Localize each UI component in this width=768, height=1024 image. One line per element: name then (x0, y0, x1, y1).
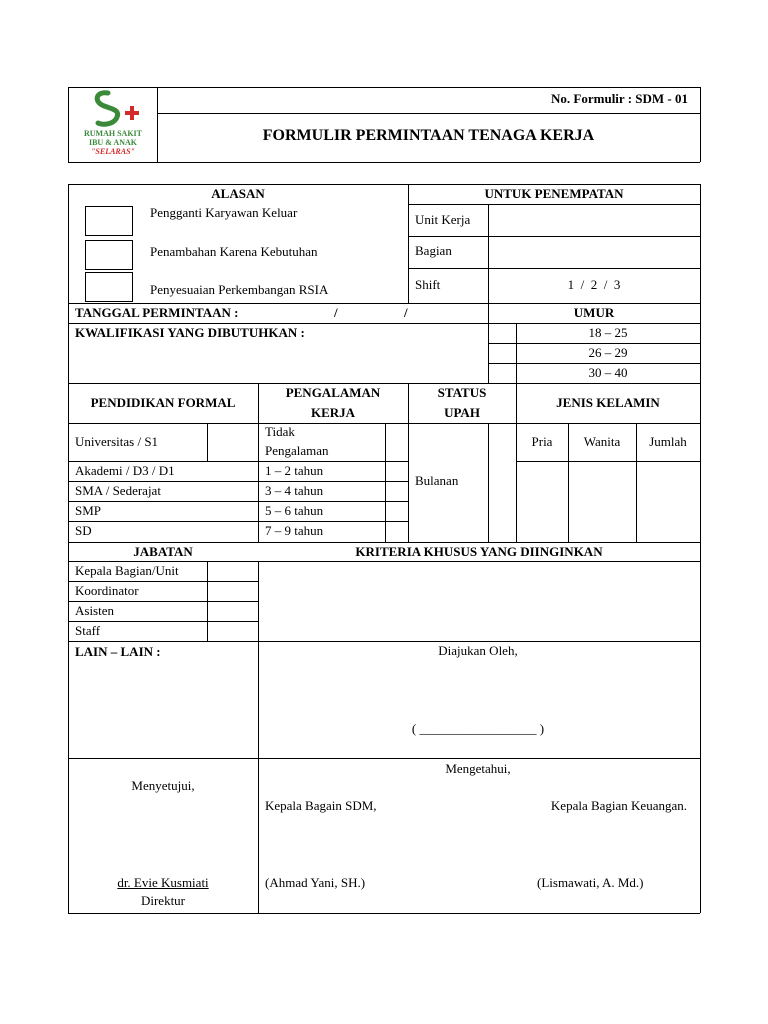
kriteria-header: KRITERIA KHUSUS YANG DIINGINKAN (355, 544, 603, 559)
alasan-checkbox-3[interactable] (85, 272, 133, 302)
umur-header: UMUR (573, 305, 615, 320)
umur-range-2: 26 – 29 (588, 345, 628, 360)
pendidikan-item-1: Universitas / S1 (75, 434, 159, 449)
alasan-header: ALASAN (211, 186, 265, 201)
direktur-title: Direktur (140, 893, 186, 908)
status-upah-header-2: UPAH (444, 405, 480, 420)
unit-kerja-label: Unit Kerja (415, 212, 471, 227)
jabatan-item-1: Kepala Bagian/Unit (75, 563, 179, 578)
pengalaman-item-1-2: 1 – 2 tahun (265, 463, 324, 478)
pengalaman-item-3-4: 3 – 4 tahun (265, 483, 324, 498)
alasan-checkbox-1[interactable] (85, 206, 133, 236)
kepala-keuangan-name: (Lismawati, A. Md.) (537, 875, 644, 890)
umur-range-1: 18 – 25 (588, 325, 628, 340)
logo-emblem-icon (72, 89, 154, 133)
jabatan-item-3: Asisten (75, 603, 114, 618)
menyetujui-label: Menyetujui, (131, 778, 195, 793)
alasan-option-2: Penambahan Karena Kebutuhan (150, 244, 318, 259)
logo-line-3: "SELARAS" (90, 147, 135, 156)
kriteria-field[interactable] (260, 563, 698, 639)
bagian-label: Bagian (415, 243, 452, 258)
shift-options[interactable]: 1 / 2 / 3 (567, 277, 621, 292)
pengalaman-item-tidak: Tidak (265, 424, 295, 439)
unit-kerja-field[interactable] (490, 206, 698, 234)
pengalaman-item-pengalaman: Pengalaman (265, 443, 329, 458)
logo-line-1: RUMAH SAKIT (83, 129, 142, 138)
jk-wanita: Wanita (583, 434, 621, 449)
penempatan-header: UNTUK PENEMPATAN (484, 186, 624, 201)
hospital-logo (72, 89, 154, 159)
status-upah-header-1: STATUS (437, 385, 487, 400)
jabatan-header: JABATAN (133, 544, 193, 559)
tanggal-label: TANGGAL PERMINTAAN : (75, 305, 239, 320)
jk-jumlah: Jumlah (649, 434, 687, 449)
diajukan-label: Diajukan Oleh, (438, 643, 518, 658)
kepala-sdm-title: Kepala Bagain SDM, (265, 798, 377, 813)
pendidikan-item-4: SMP (75, 503, 102, 518)
mengetahui-label: Mengetahui, (445, 761, 511, 776)
direktur-name: dr. Evie Kusmiati (117, 875, 209, 890)
pendidikan-item-3: SMA / Sederajat (75, 483, 161, 498)
jk-pria: Pria (531, 434, 553, 449)
lain-lain-label: LAIN – LAIN : (75, 644, 161, 659)
jabatan-item-2: Koordinator (75, 583, 139, 598)
alasan-option-1: Pengganti Karyawan Keluar (150, 205, 298, 220)
diajukan-signature[interactable]: ( __________________ ) (411, 721, 545, 736)
pengalaman-item-7-9: 7 – 9 tahun (265, 523, 324, 538)
bagian-field[interactable] (490, 238, 698, 266)
kepala-keuangan-title: Kepala Bagian Keuangan. (550, 798, 687, 813)
pengalaman-item-5-6: 5 – 6 tahun (265, 503, 324, 518)
form-number: No. Formulir : SDM - 01 (551, 91, 688, 106)
status-upah-value: Bulanan (415, 473, 459, 488)
alasan-checkbox-2[interactable] (85, 240, 133, 270)
shift-label: Shift (415, 277, 441, 292)
logo-line-2: IBU & ANAK (88, 138, 137, 147)
pendidikan-header: PENDIDIKAN FORMAL (90, 395, 236, 410)
pendidikan-item-2: Akademi / D3 / D1 (75, 463, 175, 478)
umur-range-3: 30 – 40 (588, 365, 628, 380)
pengalaman-header-2: KERJA (310, 405, 356, 420)
lain-lain-field[interactable] (70, 662, 256, 756)
kualifikasi-label: KWALIFIKASI YANG DIBUTUHKAN : (75, 325, 305, 340)
pengalaman-header-1: PENGALAMAN (285, 385, 381, 400)
pendidikan-item-5: SD (75, 523, 92, 538)
tanggal-sep-1: / (334, 305, 338, 320)
form-title: FORMULIR PERMINTAAN TENAGA KERJA (262, 127, 595, 144)
jabatan-item-4: Staff (75, 623, 101, 638)
kepala-sdm-name: (Ahmad Yani, SH.) (265, 875, 366, 890)
alasan-option-3: Penyesuaian Perkembangan RSIA (150, 282, 329, 297)
jenis-kelamin-header: JENIS KELAMIN (556, 395, 660, 410)
tanggal-sep-2: / (404, 305, 408, 320)
